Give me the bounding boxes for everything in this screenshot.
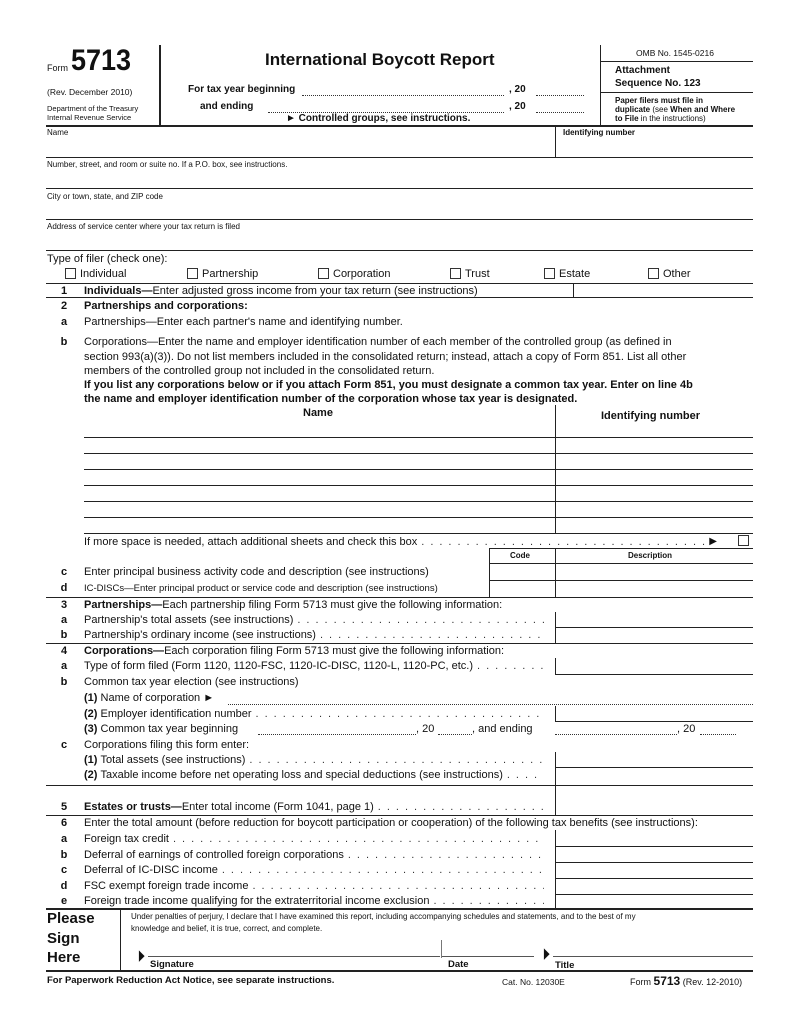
option-label: Estate [559,268,591,280]
line-2b-text: Corporations—Enter the name and employer identification number of each member of the controlled group (as defined in [84,336,672,348]
line-letter: c [60,566,68,578]
checkbox-partnership[interactable] [187,268,258,280]
form-label: Form [47,63,68,73]
line-4c1-text: Total assets (see instructions) [100,754,246,766]
paper-filers-note: to File [615,114,639,123]
perjury-statement: knowledge and belief, it is true, correct, and complete. [131,924,323,933]
tax-year-beginning-input[interactable] [302,84,504,96]
line-letter: b [60,676,68,688]
description-header: Description [628,551,673,560]
line-2d-code-input[interactable] [490,581,554,597]
line-2b-text: section 993(a)(3)). Do not list members included in the consolidated return; instead, attach a copy of Form 851. List all other [84,351,687,363]
attachment-label: Attachment [615,65,671,76]
line-letter: c [60,739,68,751]
table-row-name-input[interactable] [84,438,554,453]
name-input[interactable] [46,138,554,156]
line-2b-text: members of the controlled group not included in the consolidated return. [84,365,435,377]
service-center-label: Address of service center where your tax return is filed [47,222,240,231]
line-3b-text: Partnership's ordinary income (see instructions) [84,629,316,641]
year-prefix: , 20 [416,723,435,735]
employer-id-input[interactable] [556,706,753,721]
line-letter: b [60,336,68,348]
footer-form-label: Form [630,977,651,987]
line-6e-text: Foreign trade income qualifying for the extraterritorial income exclusion [84,895,430,907]
line-6b-text: Deferral of earnings of controlled foreign corporations [84,849,344,861]
table-row-id-input[interactable] [556,438,753,453]
line-number: 5 [60,801,68,813]
checkbox[interactable] [65,268,76,279]
common-year-ending-year-input[interactable] [700,723,736,735]
checkbox-individual[interactable] [65,268,126,280]
line-3a-text: Partnership's total assets (see instructions) [84,614,294,626]
line-letter: e [60,895,68,907]
filer-type-label: Type of filer (check one): [47,253,168,265]
paperwork-notice: For Paperwork Reduction Act Notice, see separate instructions. [47,975,335,986]
option-label: Other [663,268,691,280]
more-space-text: If more space is needed, attach additional sheets and check this box [84,536,418,548]
paper-filers-note: Paper filers must file in [615,96,704,105]
line-2b-instruction: the name and employer identification number of the corporation whose tax year is designated. [84,393,578,405]
line-1-text: Enter adjusted gross income from your tax return (see instructions) [152,285,478,297]
line-number: 2 [60,300,68,312]
tax-year-ending-year-input[interactable] [536,101,584,113]
line-number: 4 [60,645,68,657]
irs: Internal Revenue Service [47,113,132,122]
form-number: 5713 [71,44,132,77]
sequence-number: Sequence No. 123 [615,78,701,89]
line-6e-input[interactable] [556,895,753,908]
line-3b-input[interactable] [556,628,753,643]
paper-filers-note: duplicate [615,105,651,114]
city-input[interactable] [46,202,753,218]
line-letter: b [60,629,68,641]
title-label: Title [555,960,575,971]
form-title: International Boycott Report [265,50,495,69]
line-6b-input[interactable] [556,847,753,862]
checkbox-estate[interactable] [544,268,590,280]
checkbox-trust[interactable] [450,268,490,280]
line-2b-instruction: If you list any corporations below or if you attach Form 851, you must designate a common tax year. Enter on line 4b [84,379,693,391]
line-1-heading: Individuals— [84,285,153,297]
line-2c-code-input[interactable] [490,564,554,580]
line-4c-text: Corporations filing this form enter: [84,739,250,751]
street-input[interactable] [46,170,753,187]
line-5-input[interactable] [556,786,753,814]
and-ending-text: , and ending [472,723,533,735]
signature-label: Signature [150,959,194,970]
line-3-text: Each partnership filing Form 5713 must give the following information: [162,599,503,611]
option-label: Corporation [333,268,391,280]
arrow-icon: ▶ [543,945,550,962]
line-1-input[interactable] [574,284,753,297]
identifying-number-input[interactable] [556,138,753,156]
footer-revision: (Rev. 12-2010) [682,977,743,987]
line-6c-input[interactable] [556,863,753,878]
street-label: Number, street, and room or suite no. If a P.O. box, see instructions. [47,160,288,169]
line-6d-text: FSC exempt foreign trade income [84,880,249,892]
paper-filers-note: (see [650,105,671,114]
tax-year-beginning-year-input[interactable] [536,84,584,96]
controlled-groups-note: ► Controlled groups, see instructions. [286,113,471,124]
catalog-number: Cat. No. 12030E [502,977,565,987]
service-center-input[interactable] [46,232,753,249]
common-year-beginning-input[interactable] [258,723,416,735]
line-6a-input[interactable] [556,831,753,846]
line-3-heading: Partnerships— [84,599,163,611]
line-3a-input[interactable] [556,612,753,627]
corporation-name-input[interactable] [228,704,753,705]
more-space-checkbox[interactable] [738,535,749,546]
line-number: 6 [60,817,68,829]
checkbox[interactable] [318,268,329,279]
line-4b1-text: Name of corporation ► [100,692,215,704]
line-4-text: Each corporation filing Form 5713 must give the following information: [164,645,505,657]
checkbox[interactable] [450,268,461,279]
year-prefix: , 20 [509,101,526,112]
sub-number: (1) [84,692,98,704]
sub-number: (2) [84,769,98,781]
sub-number: (1) [84,754,98,766]
paper-filers-note: When and Where [670,105,736,114]
identifying-number-label: Identifying number [563,128,635,137]
line-number: 1 [60,285,68,297]
option-label: Trust [465,268,490,280]
line-4b3-text: Common tax year beginning [100,723,239,735]
option-label: Partnership [202,268,259,280]
line-4c2-text: Taxable income before net operating loss and special deductions (see instructions) [100,769,503,781]
line-letter: a [60,833,68,845]
checkbox[interactable] [544,268,555,279]
footer-form-number: 5713 [653,974,681,988]
year-prefix: , 20 [677,723,696,735]
date-label: Date [448,959,469,970]
line-2c-text: Enter principal business activity code and description (see instructions) [84,566,429,578]
code-header: Code [510,551,530,560]
arrow-icon: ▶ [138,947,145,964]
line-5-text: Enter total income (Form 1041, page 1) [181,801,374,813]
line-2d-description-input[interactable] [556,581,753,597]
line-2d-text: IC-DISCs—Enter principal product or service code and description (see instructions) [84,583,438,594]
line-2a-text: Partnerships—Enter each partner's name and identifying number. [84,316,403,328]
name-label: Name [47,128,69,137]
total-assets-input[interactable] [556,752,753,767]
common-year-ending-input[interactable] [555,723,677,735]
line-number: 3 [60,599,68,611]
taxable-income-input[interactable] [556,768,753,784]
line-2-heading: Partnerships and corporations: [84,300,248,312]
line-letter: a [60,316,68,328]
line-letter: d [60,582,68,594]
perjury-statement: Under penalties of perjury, I declare that I have examined this report, including accompanying schedules and statements, and to the best of my [131,912,636,921]
checkbox[interactable] [187,268,198,279]
please-sign-here: Here [47,949,81,966]
checkbox-corporation[interactable] [318,268,390,280]
line-6a-text: Foreign tax credit [84,833,169,845]
column-header-identifying-number: Identifying number [601,410,700,422]
signature-input[interactable] [148,940,440,957]
department: Department of the Treasury [47,104,139,113]
please-sign-here: Sign [47,930,80,947]
line-6c-text: Deferral of IC-DISC income [84,864,218,876]
line-6-text: Enter the total amount (before reduction for boycott participation or cooperation) of the following tax benefits (see instructions): [84,817,698,829]
please-sign-here: Please [47,910,95,927]
line-letter: a [60,660,68,672]
common-year-beginning-year-input[interactable] [438,723,472,735]
line-4a-text: Type of form filed (Form 1120, 1120-FSC, 1120-IC-DISC, 1120-L, 1120-PC, etc.) [84,660,474,672]
and-ending-label: and ending [200,101,254,112]
omb-number: OMB No. 1545-0216 [636,48,714,58]
title-input[interactable] [553,940,753,957]
line-4b-text: Common tax year election (see instructions) [84,676,299,688]
line-4-heading: Corporations— [84,645,165,657]
revision: (Rev. December 2010) [47,87,133,97]
sub-number: (3) [84,723,98,735]
line-letter: c [60,864,68,876]
line-2c-description-input[interactable] [556,564,753,580]
checkbox[interactable] [648,268,659,279]
checkbox-other[interactable] [648,268,691,280]
sub-number: (2) [84,708,98,720]
line-6d-input[interactable] [556,879,753,894]
tax-year-beginning-label: For tax year beginning [188,84,296,95]
option-label: Individual [80,268,127,280]
year-prefix: , 20 [509,84,526,95]
arrow-icon: ▶ [709,536,717,547]
line-4a-input[interactable] [556,658,753,674]
line-letter: a [60,614,68,626]
line-letter: b [60,849,68,861]
tax-year-ending-input[interactable] [268,101,504,113]
line-letter: d [60,880,68,892]
paper-filers-note: in the instructions) [638,114,706,123]
line-4b2-text: Employer identification number [100,708,252,720]
line-5-heading: Estates or trusts— [84,801,182,813]
date-input[interactable] [442,940,534,957]
column-header-name: Name [303,407,333,419]
city-label: City or town, state, and ZIP code [47,192,163,201]
